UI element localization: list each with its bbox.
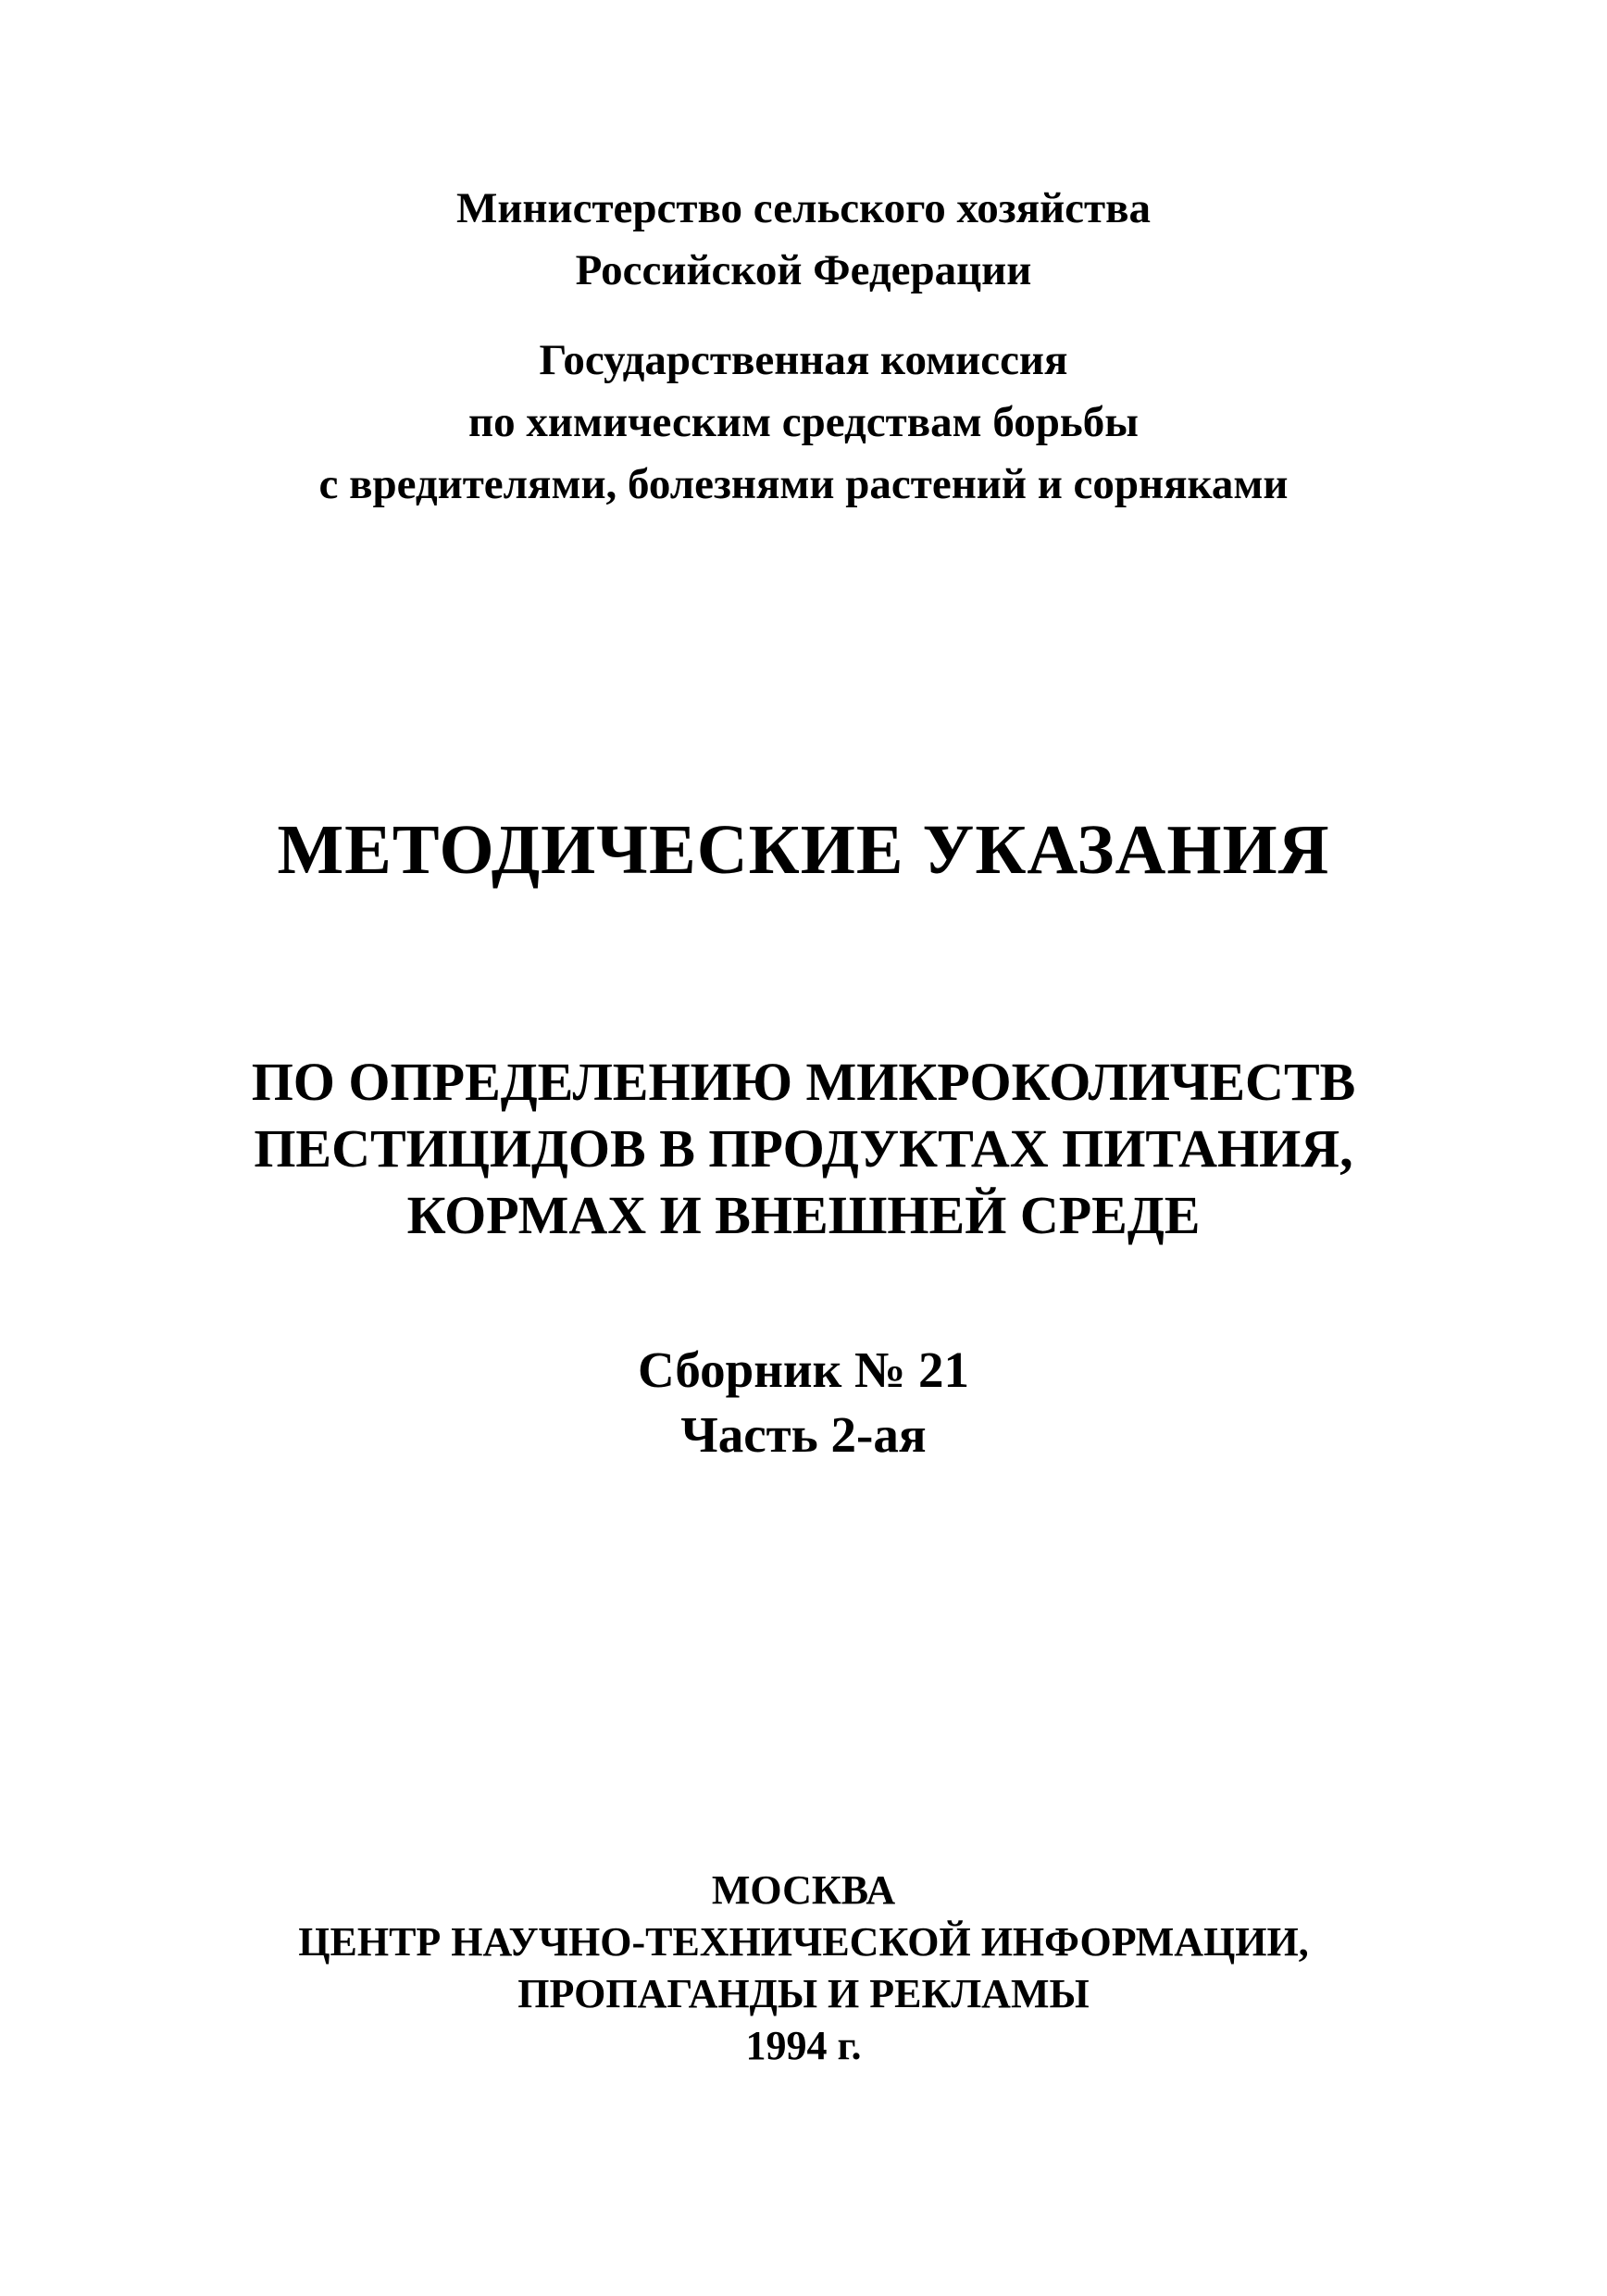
commission-line-3: с вредителями, болезнями растений и сорняками bbox=[318, 460, 1289, 508]
commission-line-1: Государственная комиссия bbox=[539, 336, 1068, 384]
imprint-publisher-line-2: ПРОПАГАНДЫ И РЕКЛАМЫ bbox=[517, 1971, 1090, 2016]
main-title bbox=[0, 805, 1607, 894]
collection-part: Часть 2-ая bbox=[680, 1406, 927, 1463]
ministry-line-2: Российской Федерации bbox=[575, 246, 1032, 294]
collection-number: Сборник № 21 bbox=[637, 1341, 970, 1398]
commission-heading bbox=[0, 330, 1607, 516]
subtitle bbox=[0, 1049, 1607, 1249]
ministry-heading bbox=[0, 178, 1607, 302]
imprint-city: МОСКВА bbox=[711, 1867, 896, 1913]
collection-info bbox=[0, 1338, 1607, 1467]
imprint bbox=[0, 1865, 1607, 2072]
subtitle-line-1: ПО ОПРЕДЕЛЕНИЮ МИКРОКОЛИЧЕСТВ bbox=[251, 1052, 1356, 1112]
imprint-publisher-line-1: ЦЕНТР НАУЧНО-ТЕХНИЧЕСКОЙ ИНФОРМАЦИИ, bbox=[298, 1919, 1309, 1965]
main-title-text: МЕТОДИЧЕСКИЕ УКАЗАНИЯ bbox=[277, 811, 1330, 889]
subtitle-line-2: ПЕСТИЦИДОВ В ПРОДУКТАХ ПИТАНИЯ, bbox=[254, 1118, 1353, 1179]
commission-line-2: по химическим средствам борьбы bbox=[468, 398, 1139, 446]
ministry-line-1: Министерство сельского хозяйства bbox=[455, 184, 1151, 232]
imprint-year: 1994 г. bbox=[745, 2023, 862, 2068]
subtitle-line-3: КОРМАХ И ВНЕШНЕЙ СРЕДЕ bbox=[406, 1185, 1201, 1245]
